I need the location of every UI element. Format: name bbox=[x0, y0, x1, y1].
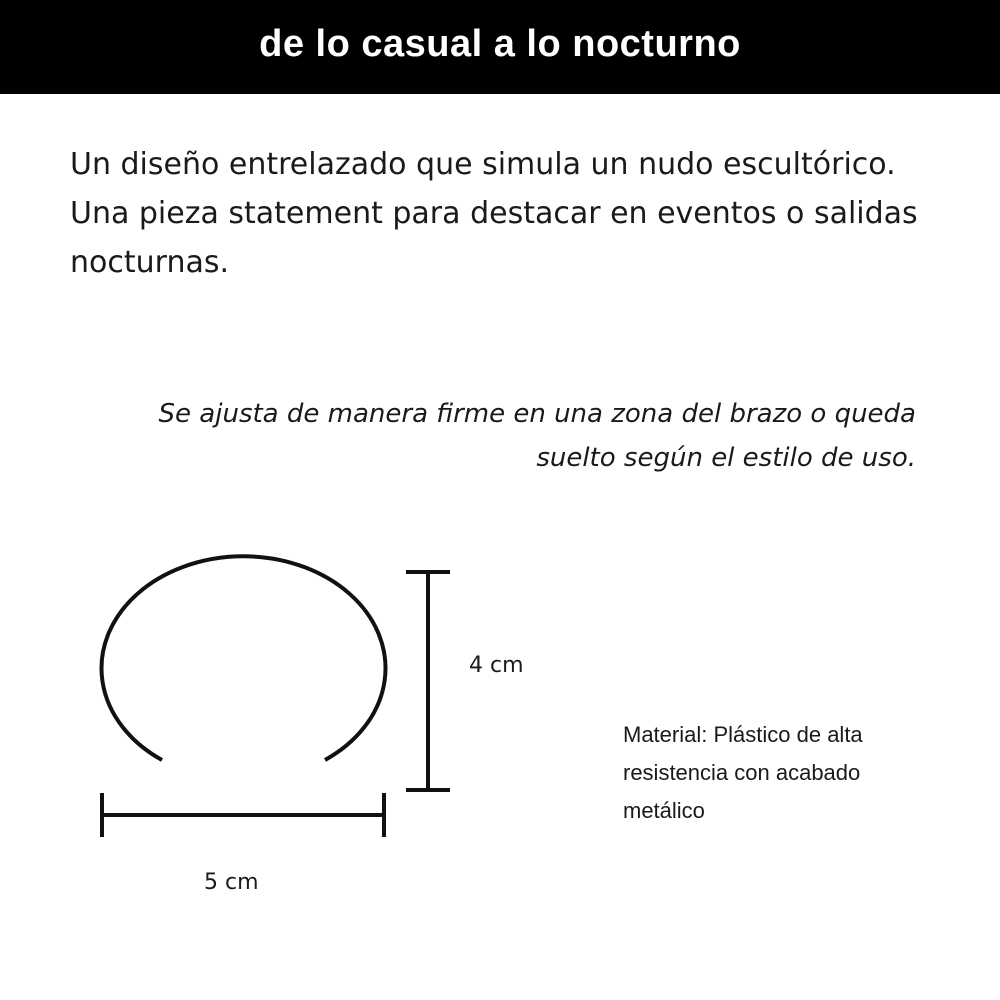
page-title: de lo casual a lo nocturno bbox=[259, 22, 741, 65]
height-dimension-line bbox=[406, 572, 450, 790]
bracelet-outline-icon bbox=[102, 556, 386, 760]
width-label: 5 cm bbox=[204, 870, 259, 895]
product-description: Un diseño entrelazado que simula un nudo escultórico. Una pieza statement para destacar en eventos o salidas nocturnas. bbox=[70, 147, 918, 280]
fit-note: Se ajusta de manera firme en una zona del brazo o queda suelto según el estilo de uso. bbox=[158, 399, 916, 473]
material-info: Material: Plástico de alta resistencia con acabado metálico bbox=[623, 722, 863, 823]
width-dimension-line bbox=[102, 793, 384, 837]
height-label: 4 cm bbox=[469, 653, 524, 678]
